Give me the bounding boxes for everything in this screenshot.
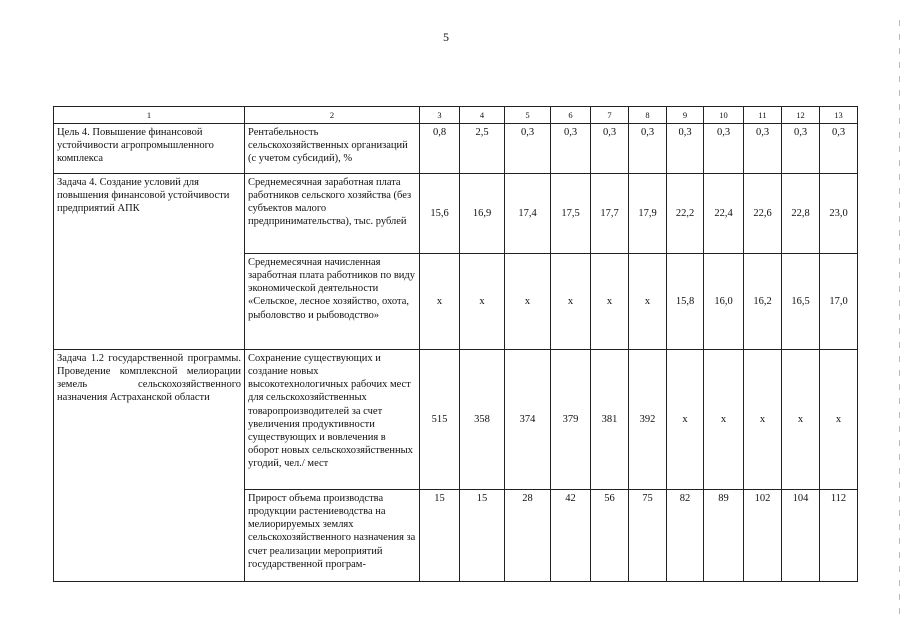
value-cell: 358 [460,350,505,490]
value-cell: 0,3 [667,124,704,174]
header-cell: 2 [245,107,420,124]
value-cell: 0,8 [420,124,460,174]
indicators-table [53,106,858,582]
value-cell: 374 [505,350,551,490]
value-cell: 23,0 [820,174,858,254]
value-cell: 17,9 [629,174,667,254]
value-cell: 104 [782,490,820,582]
value-cell: х [551,254,591,350]
header-row [54,107,858,124]
header-cell: 10 [704,107,744,124]
value-cell: 0,3 [629,124,667,174]
value-cell: 102 [744,490,782,582]
value-cell: 89 [704,490,744,582]
value-cell: х [744,350,782,490]
value-cell: 0,3 [505,124,551,174]
value-cell: 22,4 [704,174,744,254]
header-cell: 3 [420,107,460,124]
value-cell: 0,3 [782,124,820,174]
header-cell: 7 [591,107,629,124]
value-cell: 0,3 [820,124,858,174]
value-cell: 112 [820,490,858,582]
table-row [54,174,858,254]
value-cell: 15 [460,490,505,582]
page-number: 5 [443,30,449,44]
value-cell: 15 [420,490,460,582]
value-cell: 0,3 [551,124,591,174]
table-row [54,124,858,174]
value-cell: х [667,350,704,490]
header-cell: 6 [551,107,591,124]
value-cell: 0,3 [591,124,629,174]
value-cell: 15,6 [420,174,460,254]
header-cell: 8 [629,107,667,124]
header-cell: 12 [782,107,820,124]
value-cell: 16,5 [782,254,820,350]
scan-edge-artifact [899,20,900,620]
value-cell: х [782,350,820,490]
value-cell: 22,2 [667,174,704,254]
value-cell: 82 [667,490,704,582]
value-cell: 0,3 [744,124,782,174]
value-cell: х [460,254,505,350]
value-cell: х [629,254,667,350]
value-cell: х [420,254,460,350]
value-cell: х [505,254,551,350]
indicator-cell: Прирост объема производства продукции растениеводства на мелиорируемых землях сельскохозяйственного назначения за счет реализации мероприятий государственной програм- [245,490,420,582]
header-cell: 4 [460,107,505,124]
value-cell: 42 [551,490,591,582]
goal-cell: Задача 1.2 государственной программы. Проведение комплексной мелиорации земель сельскохозяйственного назначения Астраханской области [54,350,245,582]
indicator-cell: Рентабельность сельскохозяйственных организаций (с учетом субсидий), % [245,124,420,174]
value-cell: 392 [629,350,667,490]
value-cell: 515 [420,350,460,490]
value-cell: 22,6 [744,174,782,254]
value-cell: 16,0 [704,254,744,350]
value-cell: 17,4 [505,174,551,254]
indicator-cell: Сохранение существующих и создание новых высокотехнологичных рабочих мест для сельскохозяйственных товаропроизводителей за счет увеличения продуктивности существующих и вовлечения в оборот новых сельскохозяйственных угодий, чел./ мест [245,350,420,490]
value-cell: 17,0 [820,254,858,350]
header-cell: 9 [667,107,704,124]
indicators-table-container [53,106,858,582]
value-cell: х [820,350,858,490]
value-cell: х [591,254,629,350]
value-cell: 28 [505,490,551,582]
table-row [54,350,858,490]
header-cell: 11 [744,107,782,124]
value-cell: 0,3 [704,124,744,174]
header-cell: 1 [54,107,245,124]
goal-cell: Цель 4. Повышение финансовой устойчивости агропромышленного комплекса [54,124,245,174]
value-cell: х [704,350,744,490]
value-cell: 2,5 [460,124,505,174]
value-cell: 16,9 [460,174,505,254]
value-cell: 15,8 [667,254,704,350]
goal-cell: Задача 4. Создание условий для повышения финансовой устойчивости предприятий АПК [54,174,245,350]
value-cell: 56 [591,490,629,582]
value-cell: 17,5 [551,174,591,254]
value-cell: 381 [591,350,629,490]
value-cell: 17,7 [591,174,629,254]
header-cell: 13 [820,107,858,124]
value-cell: 75 [629,490,667,582]
value-cell: 16,2 [744,254,782,350]
value-cell: 22,8 [782,174,820,254]
indicator-cell: Среднемесячная начисленная заработная плата работников по виду экономической деятельности «Сельское, лесное хозяйство, охота, рыболовство и рыбоводство» [245,254,420,350]
indicator-cell: Среднемесячная заработная плата работников сельского хозяйства (без субъектов малого предпринимательства), тыс. рублей [245,174,420,254]
value-cell: 379 [551,350,591,490]
header-cell: 5 [505,107,551,124]
